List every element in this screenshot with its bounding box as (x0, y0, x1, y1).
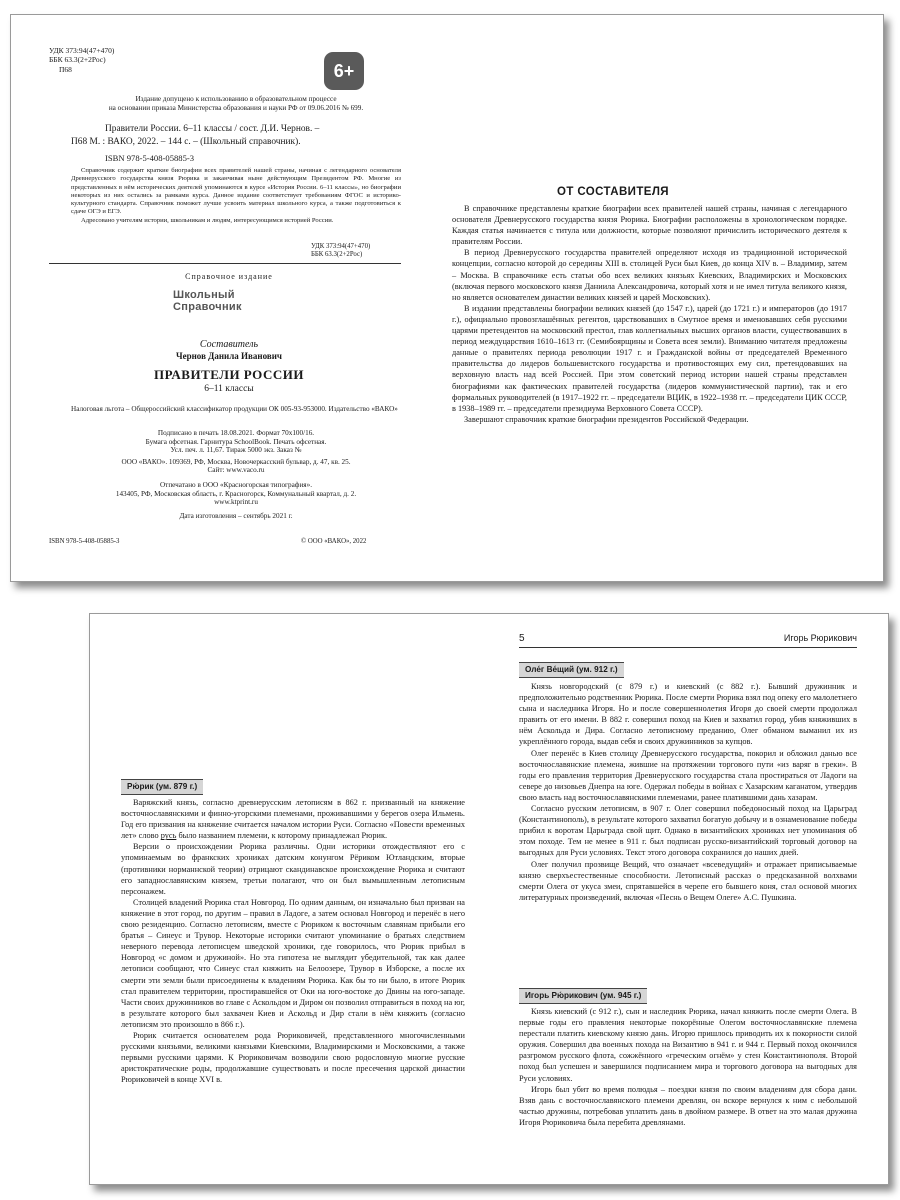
entry-paragraph: Князь киевский (с 912 г.), сын и наследник Рюрика, начал княжить после смерти Олега. В первые годы его правления некоторые покорённые Олегом восточнославянские племена перестали платить киевскому князю дань. Игорю пришлось приводить их к покорности силой оружия. Совершил два военных похода на Византию в 941 г. и 944 г. Первый поход окончился разгромом русского флота, сожжённого «греческим огнём» у стен Константинополя. Второй поход был успешен и завершился подписанием мира и торгового договора на выгодных для Руси условиях. (519, 1007, 857, 1083)
entry-paragraph: Согласно русским летописям, в 907 г. Олег совершил победоносный поход на Царьград (Константинополь), в результате которого захватил богатую добычу и в ознаменование победы прибил к воротам Царьграда свой щит. Однако в византийских хрониках нет упоминания об этом походе. Тем не менее в 911 г. был подписан русско-византийский торговый договор на выгодных для Руси условиях. Текст этого договора сохранился до наших дней. (519, 804, 857, 858)
preface-paragraph: В справочнике представлены краткие биографии всех правителей нашей страны, начиная с легендарного основателя Древнерусского государства князя Рюрика. Биографии расположены в хронологическом порядке. Каждая статья начинается с титула или должности, которые позволяют причислить исторического деятеля к правителям России. (452, 204, 847, 247)
annotation (71, 167, 401, 225)
copyright: © ООО «ВАКО», 2022 (301, 538, 367, 545)
header-rule (519, 647, 857, 648)
udk-code: УДК 373:94(47+470) (311, 243, 371, 250)
entry-paragraph-start: Варяжский князь, согласно древнерусским летописям в 862 г. призванный на княжение восточнославянскими и финно-угорскими племенами, проживавшими у берегов озера Ильмень. Год его призвания на княжение считается началом истории Руси. Согласно «Повести временных лет» слово (121, 798, 465, 841)
publisher-site: Сайт: www.vaco.ru (207, 466, 265, 475)
preface-text (452, 203, 847, 425)
entry-paragraph: Игорь был убит во время полюдья – поездки князя по своим владениям для сбора дани. Взяв дань с восточнославянского племени древлян, он вскоре вернулся к ним с небольшой частью дружины, потребовав уплатить дань в двойном размере. В ответ на это малая дружина Игоря Рюриковича была перебита древлянами. (519, 1084, 857, 1127)
entry-paragraph: Князь новгородский (с 879 г.) и киевский (с 882 г.). Бывший дружинник и предположительно родственник Рюрика. После смерти Рюрика взял под опеку его малолетнего сына и наследника Игоря. Но и после совершеннолетия Игоря до своей смерти продолжал править от его имени. В 882 г. совершил поход на Киев и захватил город, убив княживших в нём Аскольда и Дира. Согласно летописному преданию, Олег обманом выманил их из укреплённого города, выдав себя и своих дружинников за купцов. (519, 682, 857, 747)
tax-note: Налоговая льгота – Общероссийский классификатор продукции ОК 005-93-953000. Издательство «ВАКО» (71, 405, 398, 413)
print-line: Усл. печ. л. 11,67. Тираж 5000 экз. Заказ № (170, 446, 302, 455)
compiler-role: Составитель (199, 339, 259, 350)
book-grades: 6–11 классы (204, 384, 254, 394)
entry-paragraph: Рюрик считается основателем рода Рюриковичей, представленного многочисленными русскими князьями, великими князьями Киевскими, Владимирскими и Московскими, а также первыми русскими царями. К Рюриковичам возводили свою родословную многие русские аристократические роды, продолжавшие существовать и после пресечения царской династии Рюриковичей в конце XVI в. (121, 1030, 465, 1085)
bibliographic-reference (71, 123, 401, 148)
printer-line: 143405, РФ, Московская область, г. Красногорск, Коммунальный квартал, д. 2. (115, 489, 357, 498)
page-number: 5 (519, 633, 525, 644)
preface-paragraph: Завершают справочник краткие биографии президентов Российской Федерации. (464, 414, 749, 424)
bottom-book-spread (89, 613, 889, 1185)
entry-text-rurik (121, 797, 465, 1085)
print-line: Бумага офсетная. Гарнитура SchoolBook. Печать офсетная. (145, 437, 327, 446)
entry-paragraph: Столицей владений Рюрика стал Новгород. По одним данным, он изначально был призван на княжение в этот город, по другим – правил в Ладоге, а затем основал Новгород и перенёс в него свою резиденцию. Согласно летописям, вместе с Рюриком к восточным славянам прибыли его братья – Синеус и Трувор. Некоторые историки считают упоминание о братьях следствием неверного перевода летописцем шведской хроники, где говорилось, что Рюрик прибыл в Новгород «с домом и дружиной». Но эта гипотеза не выглядит убедительной, так как далее летописи сообщают, что Синеус стал княжить на Белоозере, Трувор в Изборске, а после их смерти эти земли были присоединены к владениям Рюрика. Как бы то ни было, в итоге Рюрик стал правителем территории, простиравшейся от Оки на юго-востоке до Двины на юго-западе. Части своих дружинников во главе с Аскольдом и Диром он позволил отправиться в поход на юг, в результате которого был захвачен Киев и Аскольд и Дир стали в нём княжить (согласно летописям это произошло в 866 г.). (121, 897, 465, 1029)
approval-note (71, 95, 401, 112)
entry-text-oleg (519, 681, 857, 903)
running-head: Игорь Рюрикович (783, 633, 857, 643)
isbn: ISBN 978-5-408-05885-3 (105, 153, 195, 163)
annotation-paragraph: Справочник содержит краткие биографии всех правителей нашей страны, начиная с легендарного основателя Древнерусского государства князя Рюрика и заканчивая ныне действующим Президентом РФ. Многие из представленных в нём исторических деятелей упоминаются в курсе «История России. 6–11 классы», но биографии некоторых из них остались за рамками курса. Данное издание соответствует требованиям ФГОС и историко-культурного стандарта. Справочник поможет лучше усвоить материал школьного курса, а также подготовиться к сдаче ОГЭ и ЕГЭ. (71, 167, 401, 216)
print-line: Подписано в печать 18.08.2021. Формат 70x100/16. (157, 429, 315, 437)
printer-site: www.ktprint.ru (214, 498, 258, 507)
right-page (489, 614, 888, 1184)
bib-line-2: П68 М. : ВАКО, 2022. – 144 с. – (Школьный справочник). (71, 136, 301, 147)
entry-header-rurik: Рю́рик (ум. 879 г.) (121, 779, 203, 795)
age-rating-badge: 6+ (324, 52, 364, 90)
manufacture-date: Дата изготовления – сентябрь 2021 г. (179, 512, 293, 520)
edition-type: Справочное издание (185, 272, 273, 281)
series-logo-line: Школьный (173, 289, 235, 301)
entry-text-igor (519, 1006, 857, 1128)
preface-paragraph: В период Древнерусского государства правителей определяют исходя из традиционной исторической концепции, согласно которой до середины XIII в. столицей Руси был Киев, до конца XIV в. – Владимир, затем – Москва. В справочнике есть статьи обо всех великих князьях Киевских, Владимирских и Московских (включая первого московского князя Даниила Александровича, который хотя и не имел титула великого князя, но является основателем династии великих князей и царей Московских). (452, 248, 847, 302)
author-mark: П68 (59, 64, 72, 74)
approval-line-1: Издание допущено к использованию в образовательном процессе (135, 95, 337, 103)
udk-code: УДК 373:94(47+470) (49, 46, 115, 55)
preface-title: ОТ СОСТАВИТЕЛЯ (557, 186, 669, 198)
book-title: ПРАВИТЕЛИ РОССИИ (154, 367, 304, 382)
publisher-address: ООО «ВАКО». 109369, РФ, Москва, Новочеркасский бульвар, д. 47, кв. 25. (121, 457, 351, 466)
approval-line-2: на основании приказа Министерства образования и науки РФ от 09.06.2016 № 699. (108, 103, 364, 112)
entry-header-oleg: Оле́г Ве́щий (ум. 912 г.) (519, 662, 624, 678)
left-page (90, 614, 489, 1184)
annotation-paragraph: Адресовано учителям истории, школьникам и людям, интересующимся историей России. (81, 216, 334, 224)
divider (49, 263, 401, 264)
printer-line: Отпечатано в ООО «Красногорская типография». (159, 481, 312, 489)
preface-page (447, 15, 883, 581)
printer-info (71, 481, 401, 507)
series-logo-line: Справочник (173, 301, 242, 313)
entry-paragraph: Олег перенёс в Киев столицу Древнерусского государства, покорил и обложил данью все восточнославянские племена, жившие на протяжении торгового пути «из варяг в греки». В годы его правления территория Древнерусского государства стала простираться от Ладоги на севере до низовьев Днепра на юге. Одержал победы в войнах с Хазарским каганатом, утвердив свою власть над восточнославянскими племенами, ранее платившими дань хазарам. (519, 748, 857, 802)
bib-line-1: Правители России. 6–11 классы / сост. Д.И. Чернов. – (105, 124, 320, 134)
imprint-page (11, 15, 447, 581)
classification-codes (49, 46, 114, 74)
bottom-isbn: ISBN 978-5-408-05885-3 (49, 538, 120, 545)
entry-paragraph (121, 797, 465, 841)
emphasized-word: русь (160, 831, 177, 841)
bbk-code: ББК 63.3(2+2Рос) (49, 55, 106, 65)
print-info (71, 429, 401, 475)
top-book-spread (10, 14, 884, 582)
compiler-name: Чернов Данила Иванович (176, 351, 282, 361)
classification-codes-right (311, 243, 401, 260)
series-logo (173, 289, 263, 317)
entry-paragraph-end: было названием племени, к которому принадлежал Рюрик. (176, 831, 388, 841)
entry-paragraph: Версии о происхождении Рюрика различны. Одни историки отождествляют его с упоминаемым во франкских хрониках датским конунгом Рёриком Ютландским, вторые (противники норманнской теории) отрицают скандинавское происхождение Рюрика и считают его западнославянским князем, третьи полагают, что он был вымышленным летописным персонажем. (121, 842, 465, 896)
preface-paragraph: В издании представлены биографии великих князей (до 1547 г.), царей (до 1721 г.) и императоров (до 1917 г.), официально провозглашённых регентов, царствовавших в Смутное время и именовавших себя русскими царями претендентов на московский престол, глав коллегиальных высших органов власти, существовавших в период междуцарствия 1610–1613 гг. (Семибоярщины и Совета всея земли). Вниманию читателя предложены данные о правителях периода революции 1917 г. и Гражданской войны от председателей Временного правительства до лидеров большевистского государства и противостоящих ему сил, претендовавших на верховную власть над всей Россией. При этом советский период истории нашей страны представлен биографиями как фактических правителей государства (лидеров коммунистической партии), так и его формальных руководителей (в 1917–1922 гг. – председатели ВЦИК, в 1922–1938 гг. – председатели ЦИК СССР, в 1938–1989 гг. – председатели президиума Верховного Совета СССР). (452, 303, 847, 413)
entry-header-igor: Игорь Рю́рикович (ум. 945 г.) (519, 988, 647, 1004)
bbk-code: ББК 63.3(2+2Рос) (311, 251, 363, 259)
entry-paragraph: Олег получил прозвище Вещий, что означает «всеведущий» и отражает приписываемые князю сверхъестественные способности. Летописный рассказ о предсказанной волхвами смерти Олега от укуса змеи, спрятавшейся в черепе его бывшего коня, стал основой многих литературных произведений, включая «Песнь о Вещем Олеге» А.С. Пушкина. (519, 859, 857, 902)
